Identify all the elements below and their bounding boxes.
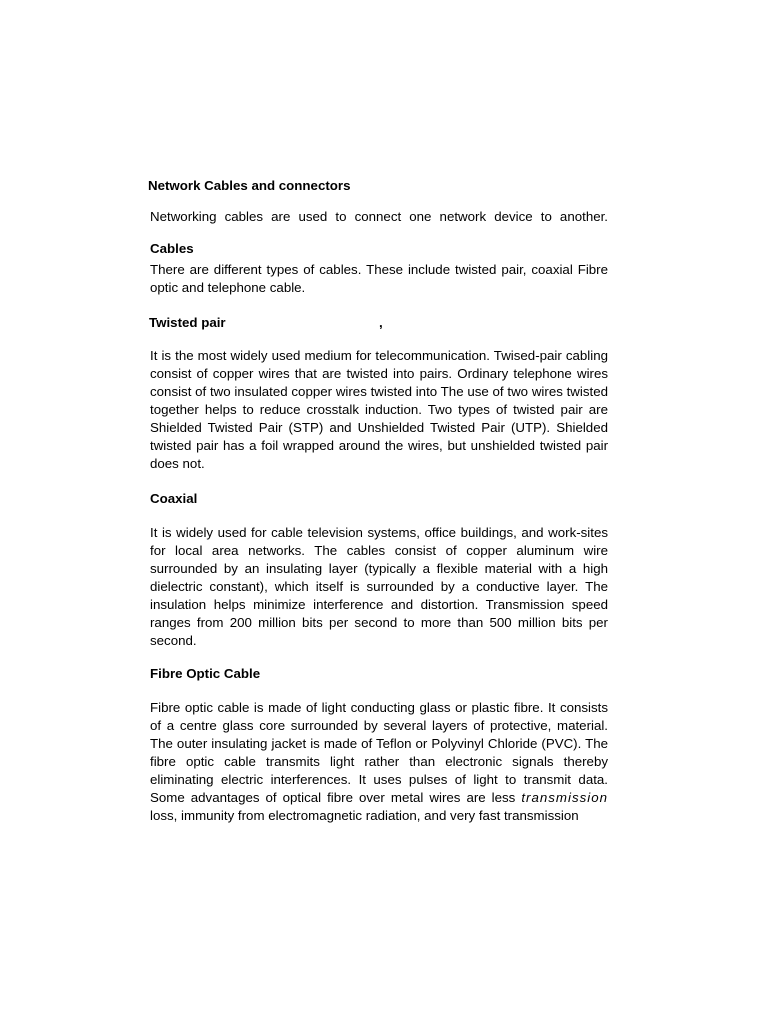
coaxial-paragraph: It is widely used for cable television systems, office buildings, and work-sites for local area networks. The cables consist of copper aluminum wire surrounded by an insulating layer (typically a flexible material with a high dielectric constant), which itself is surrounded by a conductive layer. The insulation helps minimize interference and distortion. Transmission speed ranges from 200 million bits per second to more than 500 million bits per second. (150, 525, 608, 648)
cables-heading: Cables (150, 241, 194, 256)
twisted-pair-paragraph: It is the most widely used medium for telecommunication. Twised-pair cabling consist of copper wires that are twisted into pairs. Ordinary telephone wires consist of two insulated copper wires twisted into The use of two wires twisted together helps to reduce crosstalk induction. Two types of twisted pair are Shielded Twisted Pair (STP) and Unshielded Twisted Pair (UTP). Shielded twisted pair has a foil wrapped around the wires, but unshielded twisted pair does not. (150, 348, 608, 471)
fibre-optic-text-end: loss, immunity from electromagnetic radiation, and very fast transmission (150, 808, 579, 823)
twisted-pair-heading: Twisted pair (149, 315, 226, 330)
stray-comma: , (379, 315, 383, 330)
intro-paragraph: Networking cables are used to connect one network device to another. (150, 209, 608, 224)
coaxial-heading: Coaxial (150, 491, 198, 506)
fibre-optic-text-start: Fibre optic cable is made of light conducting glass or plastic fibre. It consists of a centre glass core surrounded by several layers of protective, material. The outer insulating jacket is made of Teflon or Polyvinyl Chloride (PVC). The fibre optic cable transmits light rather than electronic signals thereby eliminating electric interferences. It uses pulses of light to transmit data. Some advantages of optical fibre over metal wires are less (150, 700, 608, 805)
fibre-optic-italic-word: transmission (521, 790, 608, 805)
cables-paragraph: There are different types of cables. These include twisted pair, coaxial Fibre optic and telephone cable. (150, 262, 608, 295)
fibre-optic-paragraph (150, 699, 608, 825)
fibre-optic-heading: Fibre Optic Cable (150, 666, 261, 681)
document-title: Network Cables and connectors (148, 178, 351, 193)
twisted-pair-heading-row (149, 314, 409, 332)
